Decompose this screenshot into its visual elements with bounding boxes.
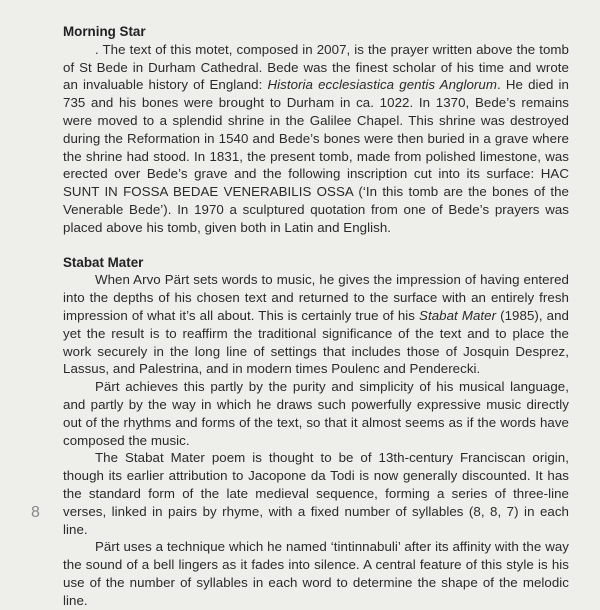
paragraph: Pärt achieves this partly by the purity and simplicity of his musical language, and partly by the way in which he draws such powerfully expressive music directly out of the rhythms and forms of the text, so that it almost seems as if the words have composed the music. (63, 379, 569, 448)
page-number: 8 (31, 504, 40, 521)
document-page (63, 23, 569, 610)
text: (1985), and yet the result is to reaffirm the traditional significance of the text and to place the work securely in the long line of settings that includes those of Josquin Desprez, Lassus, and Palestrina, and in modern times Poulenc and Penderecki. (63, 307, 569, 377)
paragraph: Pärt uses a technique which he named ‘tintinnabuli’ after its affinity with the way the sound of a bell lingers as it fades into silence. A central feature of this style is his use of the number of syllables in each word to determine the shape of the melodic line. (63, 539, 569, 608)
paragraph (63, 271, 569, 378)
section-heading-morning-star: Morning Star (63, 24, 146, 39)
italic-title: Stabat Mater (419, 307, 497, 323)
text: . He died in 735 and his bones were brought to Durham in ca. 1022. In 1370, Bede’s remains were moved to a splendid shrine in the Galilee Chapel. This shrine was destroyed during the Reformation in 1540 and Bede’s bones were then buried in a grave where the shrine had stood. In 1831, the present tomb, made from polished limestone, was erected over Bede’s grave and the following inscription cut into its surface: HAC SUNT IN FOSSA BEDAE VENERABILIS OSSA (‘In this tomb are the bones of the Venerable Bede’). In 1970 a sculptured quotation from one of Bede’s prayers was placed above his tomb, given both in Latin and English. (63, 77, 569, 235)
text: When Arvo Pärt sets words to music, he gives the impression of having entered into the depths of his chosen text and returned to the surface with an entirely fresh impression of what it’s all about. This is certainly true of his (63, 272, 569, 323)
text: . The text of this motet, composed in 2007, is the prayer written above the tomb of St Bede in Durham Cathedral. Bede was the finest scholar of his time and wrote an invaluable history of England: (63, 41, 569, 93)
paragraph (63, 41, 569, 237)
italic-title: Historia ecclesiastica gentis Anglorum (267, 77, 497, 93)
section-heading-stabat-mater: Stabat Mater (63, 254, 144, 270)
paragraph: The Stabat Mater poem is thought to be of 13th-century Franciscan origin, though its earlier attribution to Jacopone da Todi is now generally discounted. It has the standard form of the late medieval sequence, forming a series of three-line verses, linked in pairs by rhyme, with a fixed number of syllables (8, 8, 7) in each line. (63, 450, 569, 537)
